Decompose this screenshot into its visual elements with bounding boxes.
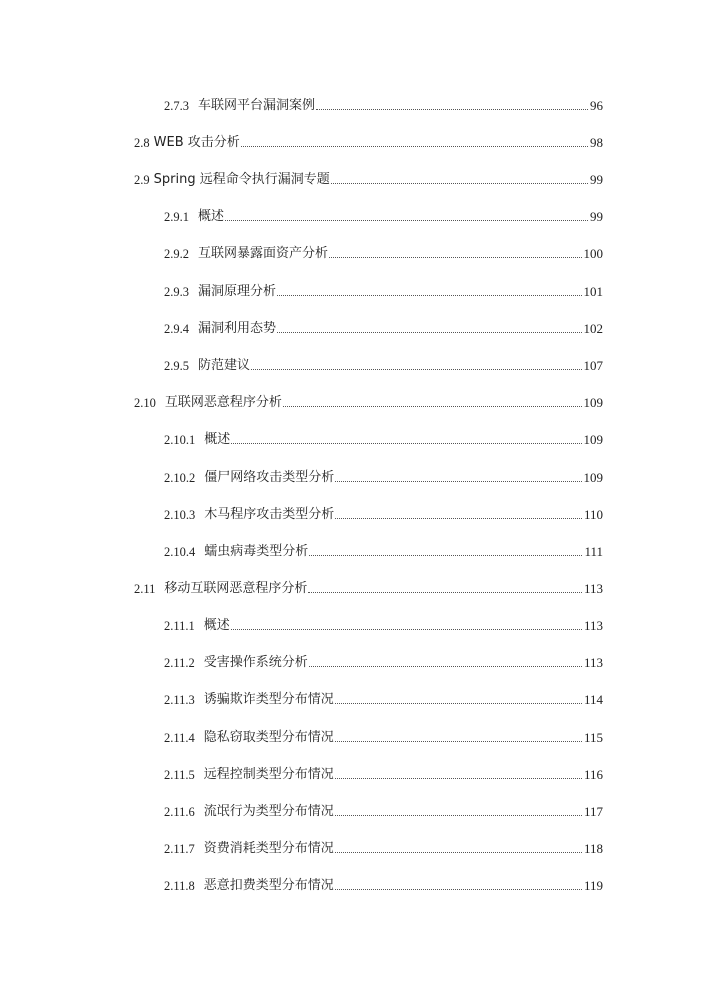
toc-leader-dots xyxy=(241,145,588,147)
toc-leader-dots xyxy=(283,405,582,407)
toc-entry-number: 2.10.3 xyxy=(164,508,196,522)
toc-entry-title: 诱骗欺诈类型分布情况 xyxy=(203,692,334,707)
toc-entry-number: 2.11.6 xyxy=(164,805,195,819)
toc-leader-dots xyxy=(308,591,582,593)
toc-entry-number: 2.11.8 xyxy=(164,879,195,893)
toc-entry-title: 车联网平台漏洞案例 xyxy=(198,98,316,113)
toc-entry-page: 119 xyxy=(583,878,603,893)
toc-entry-2-9-5[interactable] xyxy=(164,354,603,374)
toc-leader-dots xyxy=(335,777,582,779)
toc-entry-2-11-3[interactable] xyxy=(164,688,603,708)
toc-entry-number: 2.9.5 xyxy=(164,359,189,373)
toc-entry-number: 2.9 xyxy=(134,173,150,187)
toc-entry-2-11-5[interactable] xyxy=(164,763,603,783)
toc-entry-title: WEB 攻击分析 xyxy=(153,135,240,150)
toc-leader-dots xyxy=(331,182,588,184)
toc-entry-2-10-1[interactable] xyxy=(164,428,603,448)
toc-entry-page: 109 xyxy=(583,432,603,447)
toc-entry-title: Spring 远程命令执行漏洞专题 xyxy=(153,172,330,187)
toc-entry-title: 漏洞利用态势 xyxy=(198,321,277,336)
toc-entry-page: 113 xyxy=(583,655,603,670)
toc-entry-2-11-6[interactable] xyxy=(164,800,603,820)
toc-entry-page: 96 xyxy=(590,98,603,113)
toc-entry-page: 100 xyxy=(583,246,603,261)
toc-entry-2-9-1[interactable] xyxy=(164,205,603,225)
toc-entry-number: 2.11 xyxy=(134,582,156,596)
toc-entry-title: 远程控制类型分布情况 xyxy=(203,767,334,782)
toc-entry-number: 2.11.7 xyxy=(164,842,195,856)
toc-leader-dots xyxy=(251,368,581,370)
toc-entry-2-11-8[interactable] xyxy=(164,874,603,894)
toc-entry-2-10[interactable] xyxy=(134,391,603,411)
toc-entry-2-10-3[interactable] xyxy=(164,503,603,523)
toc-entry-number: 2.9.2 xyxy=(164,247,189,261)
toc-entry-page: 109 xyxy=(583,395,603,410)
toc-entry-title: 受害操作系统分析 xyxy=(203,655,308,670)
toc-entry-page: 102 xyxy=(583,321,603,336)
toc-entry-number: 2.10 xyxy=(134,396,156,410)
toc-entry-page: 113 xyxy=(583,618,603,633)
toc-entry-page: 101 xyxy=(583,284,603,299)
toc-entry-title: 僵尸网络攻击类型分析 xyxy=(204,470,335,485)
toc-entry-page: 109 xyxy=(583,470,603,485)
toc-leader-dots xyxy=(335,517,582,519)
toc-entry-number: 2.10.2 xyxy=(164,471,196,485)
toc-leader-dots xyxy=(309,554,582,556)
toc-entry-number: 2.11.1 xyxy=(164,619,195,633)
toc-entry-page: 116 xyxy=(583,767,603,782)
toc-entry-2-7-3[interactable] xyxy=(164,94,603,114)
toc-entry-page: 110 xyxy=(583,507,603,522)
toc-leader-dots xyxy=(335,851,582,853)
toc-leader-dots xyxy=(335,702,582,704)
toc-entry-page: 118 xyxy=(583,841,603,856)
toc-leader-dots xyxy=(335,814,582,816)
toc-entry-2-11-2[interactable] xyxy=(164,651,603,671)
toc-entry-number: 2.10.4 xyxy=(164,545,196,559)
toc-entry-page: 115 xyxy=(583,730,603,745)
toc-entry-title: 木马程序攻击类型分析 xyxy=(204,507,335,522)
toc-leader-dots xyxy=(316,108,588,110)
toc-entry-2-9-4[interactable] xyxy=(164,317,603,337)
toc-entry-page: 114 xyxy=(583,692,603,707)
toc-entry-page: 107 xyxy=(583,358,603,373)
toc-entry-number: 2.9.1 xyxy=(164,210,189,224)
toc-entry-title: 概述 xyxy=(198,209,225,224)
toc-leader-dots xyxy=(329,256,581,258)
toc-entry-title: 恶意扣费类型分布情况 xyxy=(203,878,334,893)
toc-leader-dots xyxy=(335,740,582,742)
toc-entry-2-10-2[interactable] xyxy=(164,466,603,486)
toc-entry-page: 99 xyxy=(590,172,603,187)
toc-entry-page: 117 xyxy=(583,804,603,819)
toc-leader-dots xyxy=(231,442,581,444)
toc-entry-number: 2.7.3 xyxy=(164,99,189,113)
toc-entry-2-8[interactable] xyxy=(134,131,603,151)
toc-entry-title: 互联网恶意程序分析 xyxy=(164,395,282,410)
toc-entry-2-11-4[interactable] xyxy=(164,726,603,746)
toc-entry-title: 概述 xyxy=(203,618,230,633)
toc-entry-page: 98 xyxy=(590,135,603,150)
toc-entry-title: 移动互联网恶意程序分析 xyxy=(164,581,308,596)
toc-entry-title: 蠕虫病毒类型分析 xyxy=(204,544,309,559)
toc-entry-page: 111 xyxy=(584,544,603,559)
toc-entry-page: 99 xyxy=(590,209,603,224)
toc-entry-2-9-2[interactable] xyxy=(164,242,603,262)
toc-entry-number: 2.9.4 xyxy=(164,322,189,336)
toc-entry-title: 防范建议 xyxy=(198,358,251,373)
toc-entry-number: 2.11.2 xyxy=(164,656,195,670)
toc-leader-dots xyxy=(225,219,588,221)
toc-leader-dots xyxy=(335,480,581,482)
toc-entry-2-11-1[interactable] xyxy=(164,614,603,634)
toc-entry-number: 2.11.3 xyxy=(164,693,195,707)
toc-entry-2-10-4[interactable] xyxy=(164,540,603,560)
toc-entry-title: 概述 xyxy=(204,432,231,447)
toc-leader-dots xyxy=(335,888,582,890)
toc-entry-2-11[interactable] xyxy=(134,577,603,597)
toc-entry-title: 互联网暴露面资产分析 xyxy=(198,246,329,261)
toc-entry-title: 流氓行为类型分布情况 xyxy=(203,804,334,819)
toc-leader-dots xyxy=(277,331,581,333)
toc-entry-number: 2.8 xyxy=(134,136,150,150)
toc-entry-title: 隐私窃取类型分布情况 xyxy=(203,730,334,745)
toc-leader-dots xyxy=(309,665,582,667)
toc-entry-2-11-7[interactable] xyxy=(164,837,603,857)
toc-entry-2-9[interactable] xyxy=(134,168,603,188)
toc-leader-dots xyxy=(231,628,582,630)
toc-leader-dots xyxy=(277,294,581,296)
toc-entry-number: 2.11.5 xyxy=(164,768,195,782)
toc-entry-title: 资费消耗类型分布情况 xyxy=(203,841,334,856)
toc-entry-title: 漏洞原理分析 xyxy=(198,284,277,299)
toc-entry-page: 113 xyxy=(583,581,603,596)
toc-entry-number: 2.11.4 xyxy=(164,731,195,745)
toc-entry-number: 2.9.3 xyxy=(164,285,189,299)
toc-entry-number: 2.10.1 xyxy=(164,433,196,447)
toc-entry-2-9-3[interactable] xyxy=(164,280,603,300)
